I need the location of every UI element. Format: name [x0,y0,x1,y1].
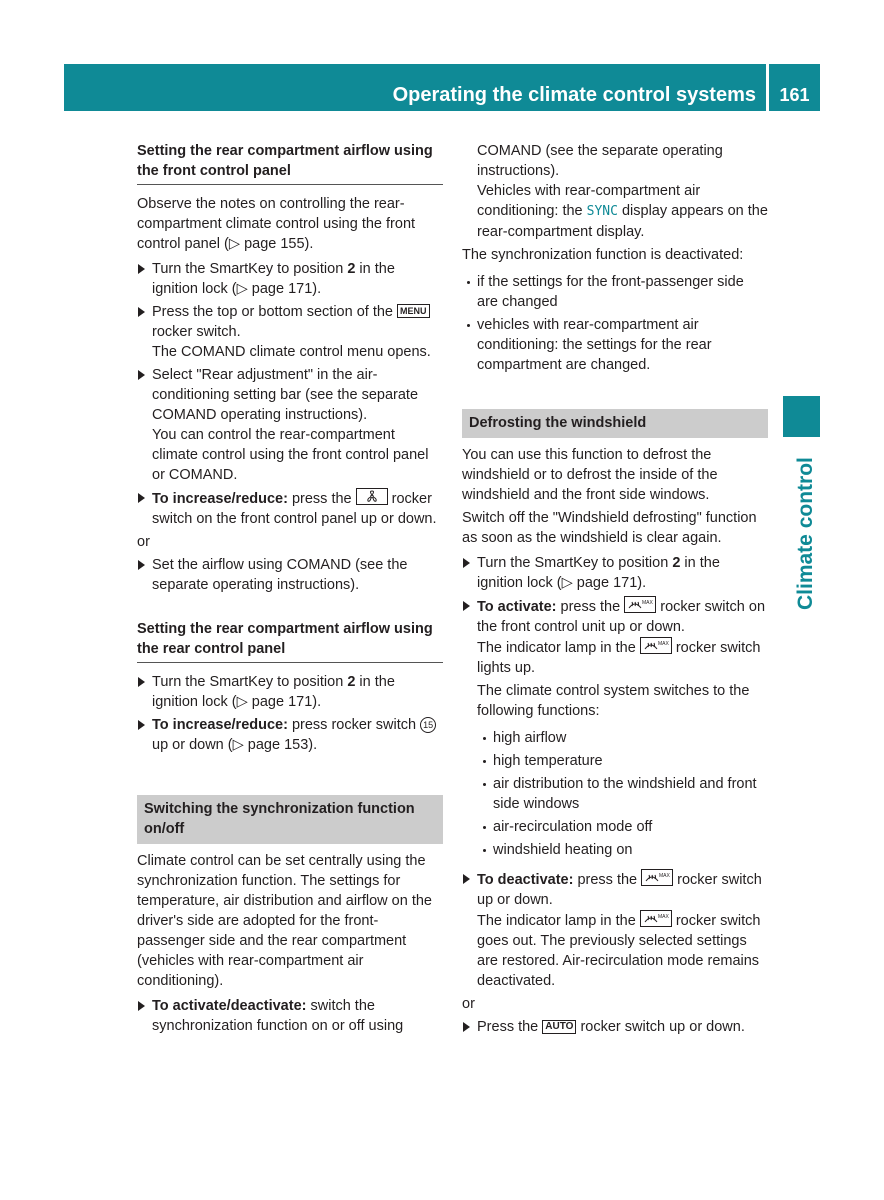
instruction-step: Turn the SmartKey to position 2 in the ignition lock (▷ page 171). [462,553,768,593]
step-arrow-icon [138,264,145,274]
step-continuation: COMAND (see the separate operating instructions). [477,143,723,179]
instruction-step: To increase/reduce: press rocker switch 15 up or down (▷ page 153). [137,715,443,755]
instruction-step: Set the airflow using COMAND (see the separate operating instructions). [137,555,443,595]
instruction-step: To increase/reduce: press the rocker switch on the front control panel up or down. [137,488,443,529]
or-label: or [462,996,475,1012]
left-column [137,141,443,1036]
callout-number: 15 [420,717,436,733]
paragraph: Observe the notes on controlling the rear-compartment climate control using the front control panel (▷ page 155). [137,196,416,252]
bullet-item: air-recirculation mode off [462,817,768,837]
section-heading: Setting the rear compartment airflow using the rear control panel [137,619,443,663]
sync-display-text: SYNC [586,204,618,219]
auto-key-icon: AUTO [542,1020,576,1034]
paragraph: You can use this function to defrost the windshield or to defrost the inside of the windshield and the front side windows. [462,447,718,503]
page-title: Operating the climate control systems [392,84,756,106]
step-result: The climate control system switches to the following functions: [477,683,750,719]
section-heading: Setting the rear compartment airflow using the front control panel [137,141,443,185]
step-arrow-icon [138,493,145,503]
side-tab-label: Climate control [794,457,817,610]
step-result: Vehicles with rear-compartment air conditioning: the SYNC display appears on the rear-compartment display. [477,183,768,240]
bullet-item: windshield heating on [462,840,768,860]
bullet-item: high temperature [462,751,768,771]
step-result: The indicator lamp in the MAX rocker switch goes out. The previously selected settings are restored. Air-recirculation mode remains deactivated. [462,910,768,991]
step-arrow-icon [463,601,470,611]
step-arrow-icon [138,720,145,730]
side-tab-block [783,396,820,437]
step-result: The COMAND climate control menu opens. [152,344,431,360]
windshield-defrost-icon [641,869,673,886]
windshield-defrost-icon [640,910,672,927]
instruction-step: Press the top or bottom section of the MENU rocker switch. [137,302,443,342]
or-label: or [137,534,150,550]
menu-key-icon: MENU [397,304,430,318]
bullet-item: high airflow [462,728,768,748]
instruction-step: Turn the SmartKey to position 2 in the ignition lock (▷ page 171). [137,672,443,712]
step-arrow-icon [138,560,145,570]
step-arrow-icon [138,1001,145,1011]
step-arrow-icon [138,677,145,687]
step-arrow-icon [463,874,470,884]
svg-text:MAX: MAX [642,600,654,606]
svg-text:MAX: MAX [657,641,669,647]
bullet-item: vehicles with rear-compartment air conditioning: the settings for the rear compartment are changed. [462,315,768,375]
section-heading: Defrosting the windshield [462,409,768,438]
step-result: The indicator lamp in the MAX rocker switch lights up. [462,637,768,678]
paragraph: Climate control can be set centrally using the synchronization function. The settings for temperature, air distribution and airflow on the driver's side are adopted for the front-passenger side and the rear compartment (vehicles with rear-compartment air conditioning). [137,853,432,989]
instruction-step: Press the AUTO rocker switch up or down. [462,1017,768,1037]
header-bar [64,64,766,111]
page-number-box [769,64,820,111]
step-result: You can control the rear-compartment climate control using the front control panel or COMAND. [152,427,429,483]
paragraph: Switch off the "Windshield defrosting" function as soon as the windshield is clear again. [462,510,757,546]
svg-text:MAX: MAX [659,873,670,879]
step-arrow-icon [138,307,145,317]
windshield-defrost-icon [640,637,672,654]
step-arrow-icon [463,1022,470,1032]
svg-text:MAX: MAX [657,914,669,920]
right-column [462,141,768,1037]
paragraph: The synchronization function is deactivated: [462,247,744,263]
page-number: 161 [779,85,810,105]
instruction-step: To activate: press the MAX rocker switch on the front control unit up or down. [462,596,768,637]
instruction-step: To deactivate: press the MAX rocker switch up or down. [462,869,768,910]
instruction-step: To activate/deactivate: switch the synchronization function on or off using [137,996,443,1036]
bullet-item: air distribution to the windshield and front side windows [462,774,768,814]
windshield-defrost-icon [624,596,656,613]
instruction-step: Turn the SmartKey to position 2 in the ignition lock (▷ page 171). [137,259,443,299]
instruction-step: Select "Rear adjustment" in the air-conditioning setting bar (see the separate COMAND operating instructions). [137,365,443,425]
step-arrow-icon [138,370,145,380]
fan-icon [356,488,388,505]
bullet-item: if the settings for the front-passenger side are changed [462,272,768,312]
section-heading: Switching the synchronization function on/off [137,795,443,844]
step-arrow-icon [463,558,470,568]
